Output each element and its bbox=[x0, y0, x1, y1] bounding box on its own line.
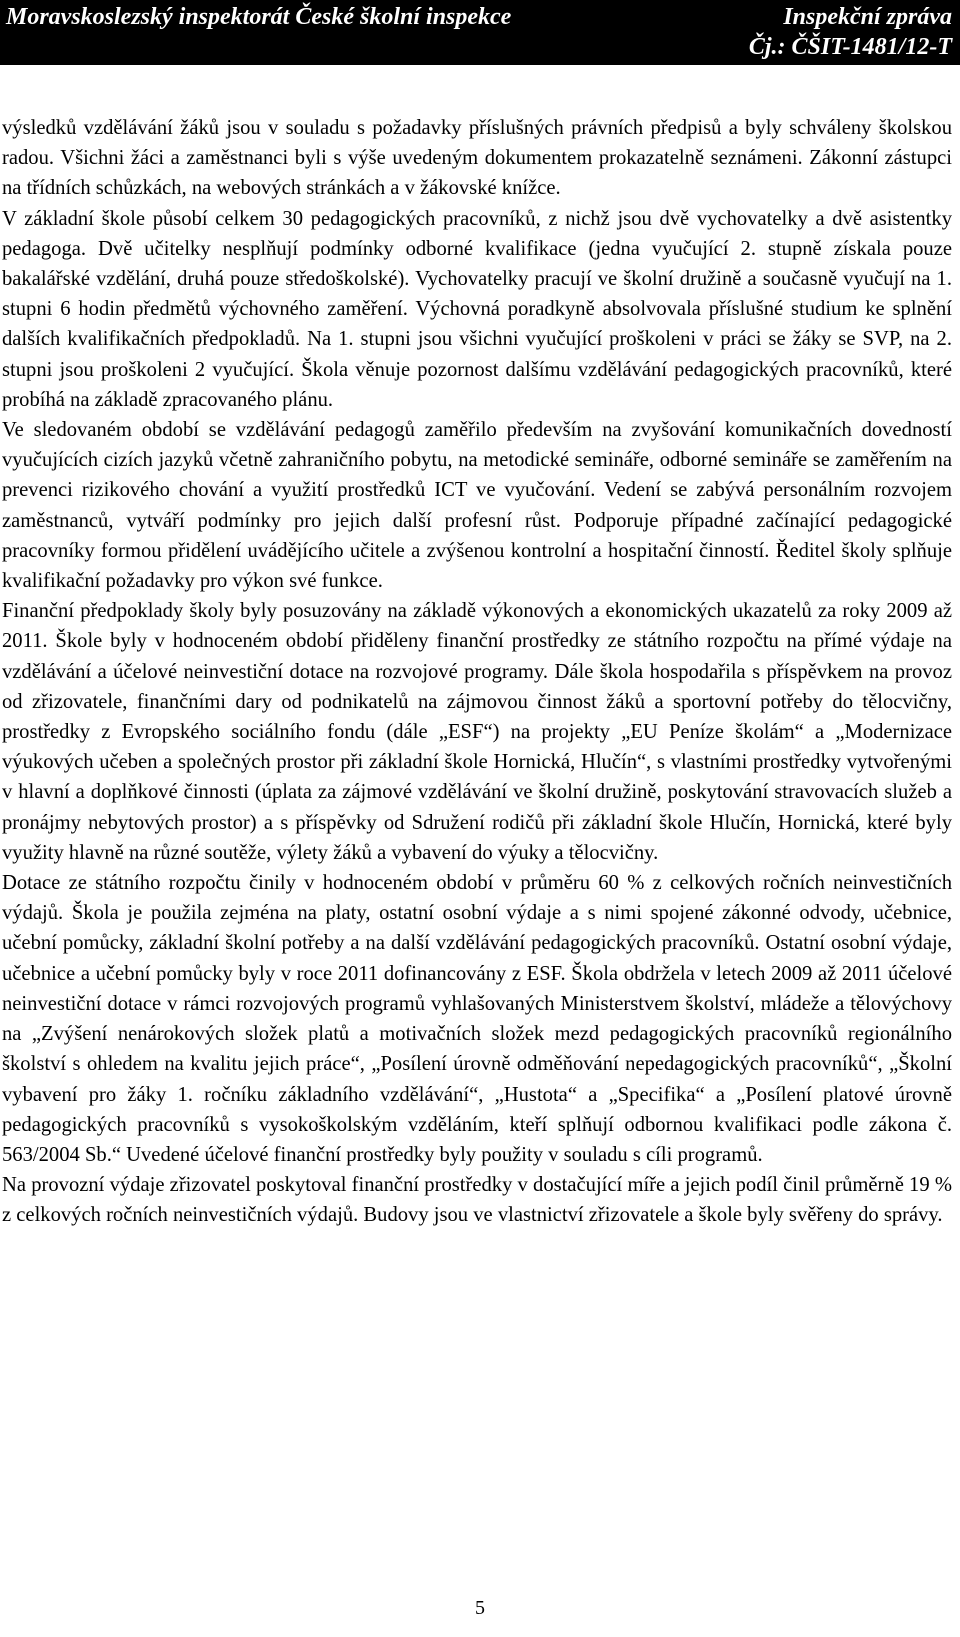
header-inspectorate: Moravskoslezský inspektorát České školní inspekce bbox=[6, 4, 512, 30]
paragraph-2: V základní škole působí celkem 30 pedagogických pracovníků, z nichž jsou dvě vychovatelky a dvě asistentky pedagoga. Dvě učitelky nesplňují podmínky odborné kvalifikace (jedna vyučující 2. stupně získala pouze bakalářské vzdělání, druhá pouze středoškolské). Vychovatelky pracují ve školní družině a současně vyučují na 1. stupni 6 hodin předmětů výchovného zaměření. Výchovná poradkyně absolvovala příslušné studium ke splnění dalších kvalifikačních předpokladů. Na 1. stupni jsou všichni vyučující proškoleni v práci se žáky se SVP, na 2. stupni jsou proškoleni 2 vyučující. Škola věnuje pozornost dalšímu vzdělávání pedagogických pracovníků, které probíhá na základě zpracovaného plánu. bbox=[2, 207, 952, 411]
paragraph-4: Finanční předpoklady školy byly posuzovány na základě výkonových a ekonomických ukazatelů za roky 2009 až 2011. Škole byly v hodnoceném období přiděleny finanční prostředky ze státního rozpočtu na přímé výdaje na vzdělávání a účelové neinvestiční dotace na rozvojové programy. Dále škola hospodařila s příspěvkem na provoz od zřizovatele, finančními dary od podnikatelů na zájmovou činnost žáků a sportovní potřeby do tělocvičny, prostředky z Evropského sociálního fondu (dále „ESF“) na projekty „EU Peníze školám“ a „Modernizace výukových učeben a společných prostor při základní škole Hornická, Hlučín“, s vlastními prostředky vytvořenými v hlavní a doplňkové činnosti (úplata za zájmové vzdělávání ve školní družině, poskytování stravovacích služeb a pronájmy nebytových prostor) a s příspěvky od Sdružení rodičů při základní škole Hlučín, Hornická, které byly využity hlavně na různé soutěže, výlety žáků a vybavení do výuky a tělocvičny. bbox=[2, 600, 952, 864]
page-header bbox=[0, 0, 960, 65]
page-number: 5 bbox=[475, 1597, 485, 1619]
paragraph-5: Dotace ze státního rozpočtu činily v hodnoceném období v průměru 60 % z celkových ročních neinvestičních výdajů. Škola je použila zejména na platy, ostatní osobní výdaje a s nimi spojené zákonné odvody, učebnice, učební pomůcky, základní školní potřeby a na další vzdělávání pedagogických pracovníků. Ostatní osobní výdaje, učebnice a učební pomůcky byly v roce 2011 dofinancovány z ESF. Škola obdržela v letech 2009 až 2011 účelové neinvestiční dotace v rámci rozvojových programů vyhlašovaných Ministerstvem školství, mládeže a tělovýchovy na „Zvýšení nenárokových složek platů a motivačních složek mezd pedagogických pracovníků regionálního školství s ohledem na kvalitu jejich práce“, „Posílení úrovně odměňování nepedagogických pracovníků“, „Školní vybavení pro žáky 1. ročníku základního vzdělávání“, „Hustota“ a „Specifika“ a „Posílení platové úrovně pedagogických pracovníků s vysokoškolským vzděláním, kteří splňují odbornou kvalifikaci podle zákona č. 563/2004 Sb.“ Uvedené účelové finanční prostředky byly použity v souladu s cíli programů. bbox=[2, 872, 952, 1166]
paragraph-1: výsledků vzdělávání žáků jsou v souladu s požadavky příslušných právních předpisů a byly schváleny školskou radou. Všichni žáci a zaměstnanci byli s výše uvedeným dokumentem prokazatelně seznámeni. Zákonní zástupci na třídních schůzkách, na webových stránkách a v žákovské knížce. bbox=[2, 117, 952, 200]
paragraph-3: Ve sledovaném období se vzdělávání pedagogů zaměřilo především na zvyšování komunikačních dovedností vyučujících cizích jazyků včetně zahraničního pobytu, na metodické semináře, odborné semináře se zaměřením na prevenci rizikového chování a využití prostředků ICT ve vyučování. Vedení se zabývá personálním rozvojem zaměstnanců, vytváří podmínky pro jejich další profesní růst. Podporuje případné začínající pedagogické pracovníky formou přidělení uvádějícího učitele a zvýšenou kontrolní a hospitační činností. Ředitel školy splňuje kvalifikační požadavky pro výkon své funkce. bbox=[2, 419, 952, 593]
document-body bbox=[2, 113, 952, 1231]
header-reference-number: Čj.: ČŠIT-1481/12-T bbox=[748, 34, 952, 60]
paragraph-6: Na provozní výdaje zřizovatel poskytoval finanční prostředky v dostačující míře a jejich podíl činil průměrně 19 % z celkových ročních neinvestičních výdajů. Budovy jsou ve vlastnictví zřizovatele a škole byly svěřeny do správy. bbox=[2, 1174, 952, 1227]
header-report-title: Inspekční zpráva bbox=[783, 4, 952, 30]
